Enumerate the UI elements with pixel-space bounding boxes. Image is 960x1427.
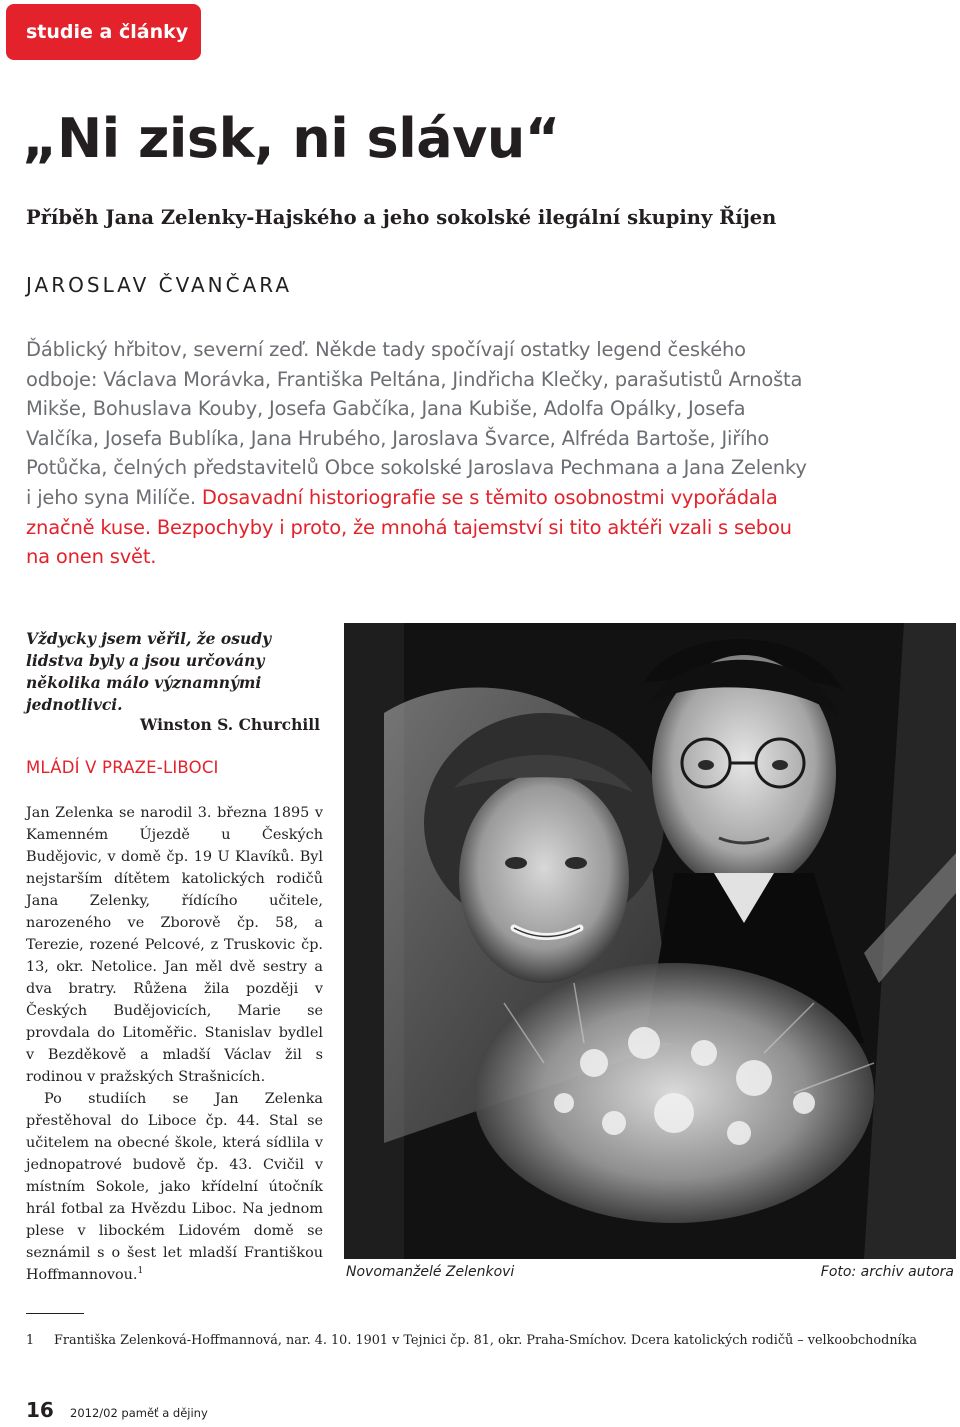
lead-text-red: Dosavadní historiografie se s těmito osobnostmi vypořádala značně kuse. Bezpochyby i proto, že mnohá tajemství si tito aktéři vzali s sebou na onen svět. <box>26 485 792 569</box>
footnote-number: 1 <box>26 1333 35 1348</box>
footnote-reference[interactable]: 1 <box>137 1266 144 1277</box>
motto-quote: Vždycky jsem věřil, že osudy lidstva byly a jsou určovány několika málo významnými jednotlivci. <box>26 629 272 714</box>
article-subtitle: Příběh Jana Zelenky-Hajského a jeho sokolské ilegální skupiny Říjen <box>26 206 777 229</box>
body-paragraph-text: Po studiích se Jan Zelenka přestěhoval do Liboce čp. 44. Stal se učitelem na obecné škole, která sídlila v jednopatrové budově čp. 43. Cvičil v místním Sokole, jako křídelní útočník hrál fotbal za Hvězdu Liboc. Na jednom plese v libockém Lidovém domě se seznámil s o šest let mladší Františkou Hoffmannovou. <box>26 1091 323 1283</box>
article-title: „Ni zisk, ni slávu“ <box>22 107 560 170</box>
section-tab: studie a články <box>6 4 201 60</box>
motto-author: Winston S. Churchill <box>139 715 320 734</box>
footnote-divider <box>26 1313 84 1314</box>
wedding-photo-illustration <box>344 623 956 1259</box>
body-text-column <box>26 802 323 1286</box>
photo-caption: Novomanželé Zelenkovi <box>346 1264 515 1280</box>
body-paragraph: Jan Zelenka se narodil 3. března 1895 v Kamenném Újezdě u Českých Budějovic, v domě čp. 19 U Klavíků. Byl nejstarším dítětem katolických rodičů Jana Zelenky, řídícího učitele, narozeného ve Zborově čp. 58, a Terezie, rozené Pelcové, z Truskovic čp. 13, okr. Netolice. Jan měl dvě sestry a dva bratry. Růžena žila později v Českých Budějovicích, Marie se provdala do Litoměřic. Stanislav bydlel v Bezděkově a mladší Václav žil s rodinou v pražských Strašnicích. <box>26 805 323 1085</box>
lead-paragraph <box>26 335 816 572</box>
wedding-photo <box>344 623 956 1259</box>
running-footer: 2012/02 paměť a dějiny <box>70 1406 208 1420</box>
photo-credit: Foto: archiv autora <box>820 1264 954 1280</box>
article-author: JAROSLAV ČVANČARA <box>26 273 293 297</box>
footnote <box>26 1333 960 1348</box>
page-number: 16 <box>26 1398 54 1422</box>
body-paragraph <box>26 1088 323 1286</box>
section-heading: MLÁDÍ V PRAZE-LIBOCI <box>26 758 219 777</box>
footnote-text: Františka Zelenková-Hoffmannová, nar. 4. 10. 1901 v Tejnici čp. 81, okr. Praha-Smíchov. Dcera katolických rodičů – velkoobchodníka <box>54 1333 918 1348</box>
lead-text-gray: Ďáblický hřbitov, severní zeď. Někde tady spočívají ostatky legend českého odboje: Václava Morávka, Františka Peltána, Jindřicha Klečky, parašutistů Arnošta Mikše, Bohuslava Kouby, Josefa Gabčíka, Jana Kubiše, Adolfa Opálky, Josefa Valčíka, Josefa Bublíka, Jana Hrubého, Jaroslava Švarce, Alfréda Bartoše, Jiřího Potůčka, čelných představitelů Obce sokolské Jaroslava Pechmana a Jana Zelenky i jeho syna Milíče. <box>26 338 807 509</box>
